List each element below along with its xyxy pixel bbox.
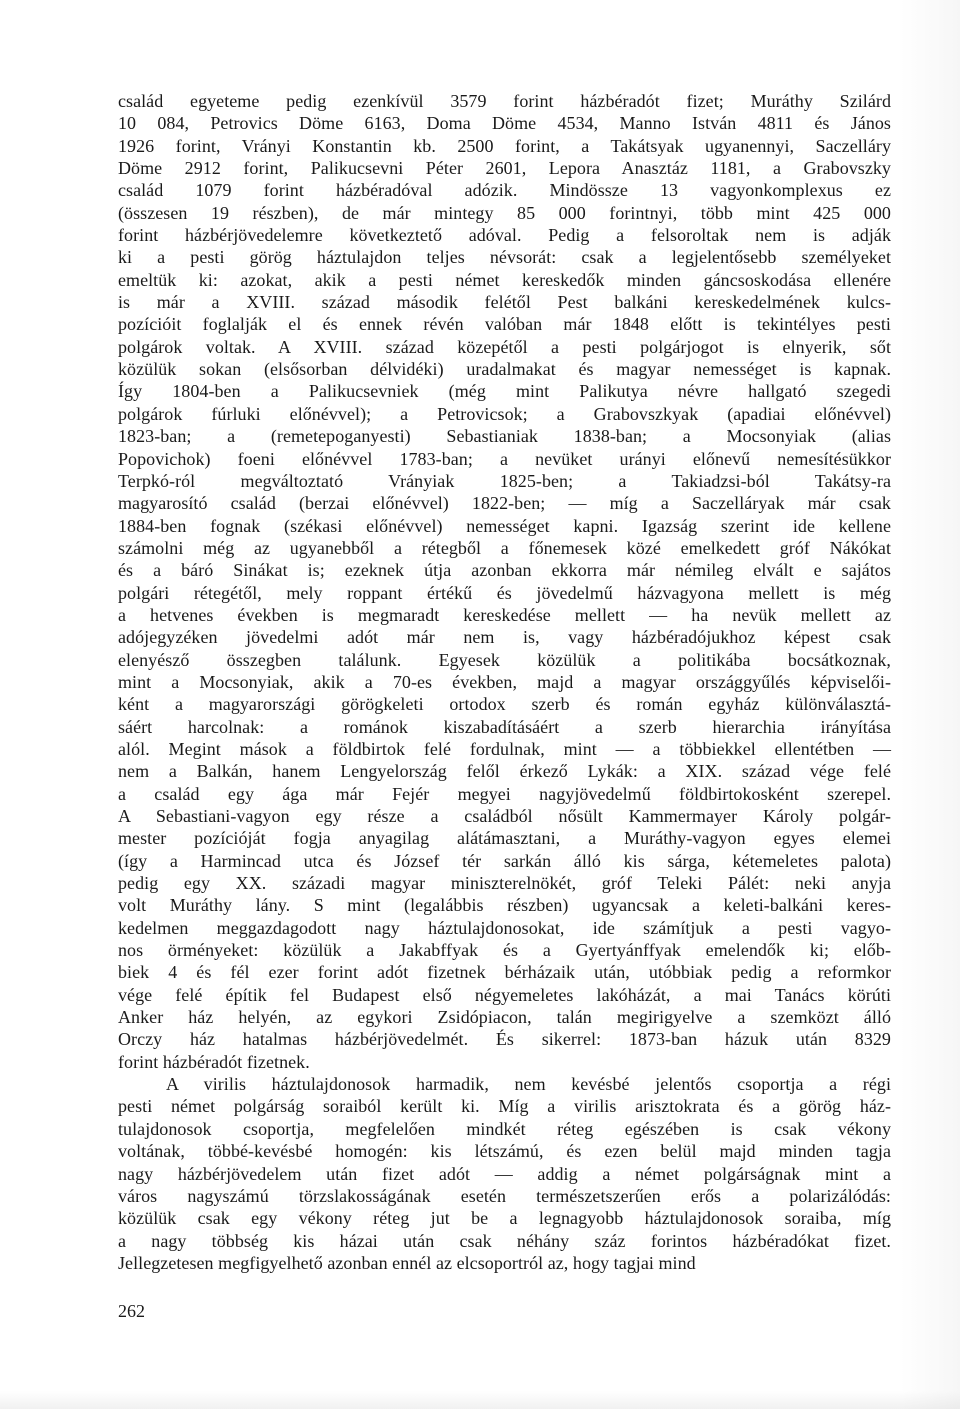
text-line: közülük csak egy vékony réteg jut be a legnagyobb háztulajdonosok soraiba, míg — [118, 1208, 891, 1229]
text-line: elenyésző összegben találunk. Egyesek közülük a politikába bocsátkoznak, — [118, 649, 891, 670]
body-text — [118, 90, 891, 1274]
text-line: Döme 2912 forint, Palikucsevni Péter 2601, Lepora Anasztáz 1181, a Grabovszky — [118, 158, 891, 179]
text-line: 1823-ban; a (remetepoganyesti) Sebastianiak 1838-ban; a Mocsonyiak (alias — [118, 426, 891, 447]
text-line: Popovichok) foeni előnévvel 1783-ban; a nevüket urányi előnevű nemesítésükkor — [118, 448, 891, 469]
text-line: ki a pesti görög háztulajdon teljes névsorát: csak a legjelentősebb személyeket — [118, 247, 891, 268]
text-line: (összesen 19 részben), de már mintegy 85 000 forintnyi, több mint 425 000 — [118, 202, 891, 223]
text-line: A Sebastiani-vagyon egy része a családból nősült Kammermayer Károly polgár- — [118, 806, 891, 826]
text-line: adójegyzéken jövedelmi adót már nem is, vagy házbéradójukhoz képest csak — [118, 627, 891, 648]
text-line: közülük sokan (elsősorban délvidéki) uradalmakat és magyar nemességet is kapnak. — [118, 359, 891, 380]
text-line: család egyeteme pedig ezenkívül 3579 forint házbéradót fizet; Muráthy Szilárd — [118, 91, 891, 111]
text-line: pozícióit foglalják el és ennek révén valóban már 1848 előtt is tekintélyes pesti — [118, 314, 891, 335]
text-line: biek 4 és fél ezer forint adót fizetnek bérházaik után, utóbbiak pedig a reformkor — [118, 962, 891, 983]
text-line: emeltük ki: azokat, akik a pesti német kereskedők minden gáncsoskodása ellenére — [118, 269, 891, 290]
text-line: Anker ház helyén, az egykori Zsidópiacon, talán megirigyelve a szemközt álló — [118, 1007, 891, 1028]
text-line: a nagy többség kis házai után csak néhány száz forintos házbéradókat fizet. — [118, 1230, 891, 1251]
text-line: pedig egy XX. századi magyar miniszterelnökét, gróf Teleki Pálét: neki anyja — [118, 873, 891, 894]
text-line: kedelmen meggazdagodott nagy háztulajdonosokat, ide számítjuk a pesti vagyo- — [118, 917, 891, 938]
text-line: 1884-ben fognak (székasi előnévvel) nemességet kapni. Igazság szerint ide kellene — [118, 515, 891, 536]
text-line: polgári rétegétől, mely roppant értékű és jövedelmű házvagyona mellett is még — [118, 582, 891, 603]
text-line: 1926 forint, Vrányi Konstantin kb. 2500 forint, a Takátsyak ugyanennyi, Saczelláry — [118, 135, 891, 156]
text-line: pesti német polgárság soraiból került ki. Míg a virilis arisztokrata és a görög ház- — [118, 1096, 891, 1117]
text-line: a család egy ága már Fejér megyei nagyjövedelmű földbirtokosként szerepel. — [118, 783, 891, 804]
text-line: város nagyszámú törzslakosságának esetén természetszerűen erős a polarizálódás: — [118, 1185, 891, 1206]
text-line: mester pozícióját fogja anyagilag alátámasztani, a Muráthy-vagyon egyes elemei — [118, 828, 891, 849]
text-line: magyarosító család (berzai előnévvel) 1822-ben; — míg a Saczelláryak már csak — [118, 493, 891, 514]
text-line: vége felé építik fel Budapest első négyemeletes lakóházát, a mai Tanács körúti — [118, 984, 891, 1005]
text-line: Terpkó-ról megváltoztató Vrányiak 1825-ben; a Takiadzsi-ból Takátsy-ra — [118, 470, 891, 491]
text-line: polgárok fúrluki előnévvel); a Petrovicsok; a Grabovszkyak (apadiai előnévvel) — [118, 403, 891, 424]
text-line: is már a XVIII. század második felétől Pest balkáni kereskedelmének kulcs- — [118, 292, 891, 313]
text-line: ként a magyarországi görögkeleti ortodox szerb és román egyház különválasztá- — [118, 694, 891, 715]
text-line: nos örményeket: közülük a Jakabffyak és a Gyertyánffyak emelendők ki; előb- — [118, 940, 891, 961]
text-line: nagy házbérjövedelem után fizet adót — addig a német polgárságnak mint a — [118, 1163, 891, 1184]
text-line: tulajdonosok csoportja, megfelelően mindkét réteg egészében is csak vékony — [118, 1118, 891, 1139]
text-line: voltának, többé-kevésbé homogén: kis létszámú, és ezen belül majd minden tagja — [118, 1141, 891, 1162]
text-line: Jellegzetesen megfigyelhető azonban ennél az elcsoportról az, hogy tagjai mind — [118, 1252, 696, 1273]
text-line: számolni még az ugyanebből a rétegből a főnemesek közé emelkedett gróf Nákókat — [118, 537, 891, 558]
text-line: Orczy ház hatalmas házbérjövedelmét. És sikerrel: 1873-ban házuk után 8329 — [118, 1029, 891, 1050]
scan-bottom-shading — [0, 1391, 960, 1409]
text-line: nem a Balkán, hanem Lengyelország felől érkező Lykák: a XIX. század vége felé — [118, 761, 891, 782]
text-line: alól. Megint mások a földbirtok felé fordulnak, mint — a többiekkel ellentétben — — [118, 738, 891, 759]
scan-edge-shading — [900, 0, 960, 1409]
text-line: polgárok voltak. A XVIII. század közepétől a pesti polgárjogot is elnyerik, sőt — [118, 336, 891, 357]
page-number: 262 — [118, 1301, 145, 1321]
text-line: (így a Harmincad utca és József tér sarkán álló kis sárga, kétemeletes palota) — [118, 850, 891, 871]
text-line: 10 084, Petrovics Döme 6163, Doma Döme 4534, Manno István 4811 és János — [118, 113, 891, 134]
text-line: volt Muráthy lány. S mint (legalábbis részben) ugyancsak a keleti-balkáni keres- — [118, 895, 891, 916]
text-line: Így 1804-ben a Palikucsevniek (még mint Palikutya névre hallgató szegedi — [118, 381, 891, 402]
text-line: és a báró Sinákat is; ezeknek útja azonban ekkorra már némileg elvált e sajátos — [118, 560, 891, 581]
text-line: sáért harcolnak: a románok kiszabadításáért a szerb hierarchia irányítása — [118, 716, 891, 737]
text-line: mint a Mocsonyiak, akik a 70-es években, majd a magyar országgyűlés képviselői- — [118, 671, 891, 692]
text-line: forint házbéradót fizetnek. — [118, 1051, 310, 1072]
text-line: forint házbérjövedelemre következtető adóval. Pedig a felsoroltak nem is adják — [118, 225, 891, 246]
text-line: a hetvenes években is megmaradt kereskedése mellett — ha nevük mellett az — [118, 604, 891, 625]
text-line: család 1079 forint házbéradóval adózik. Mindössze 13 vagyonkomplexus ez — [118, 180, 891, 201]
text-line: A virilis háztulajdonosok harmadik, nem kevésbé jelentős csoportja a régi — [166, 1074, 891, 1095]
